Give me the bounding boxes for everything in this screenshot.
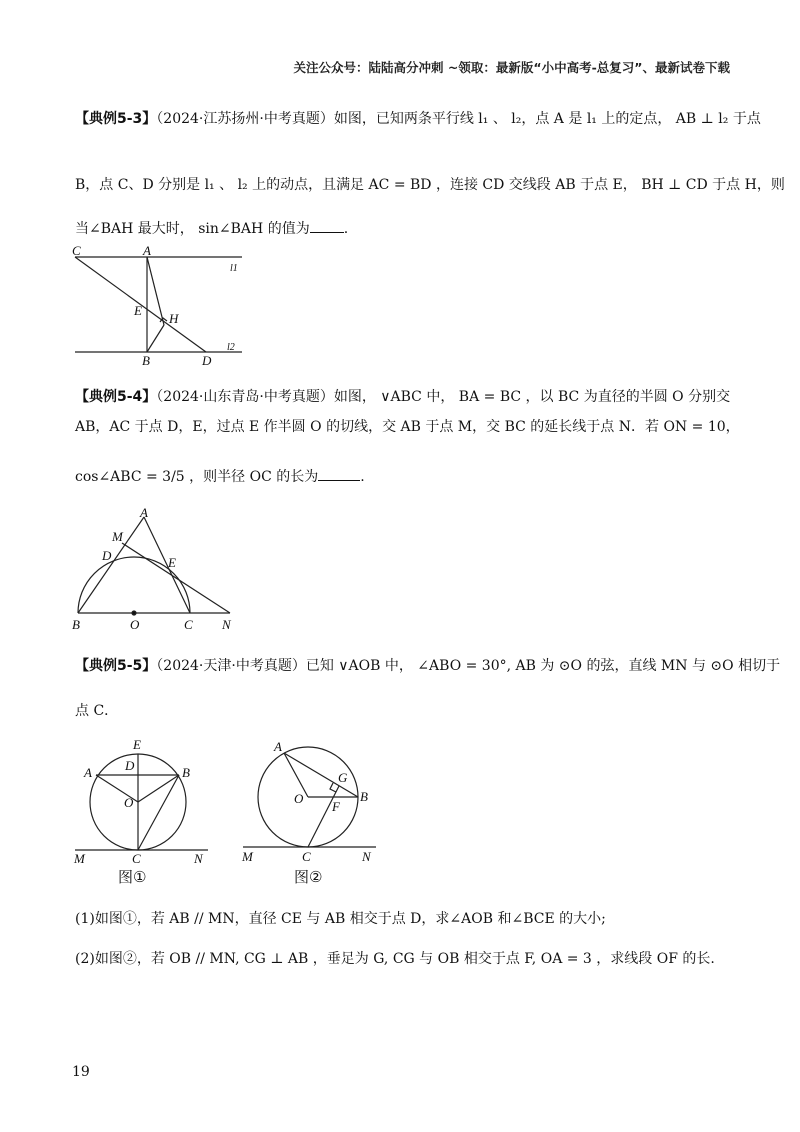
ex53-text3: 当∠BAH 最大时， sin∠BAH 的值为 bbox=[75, 221, 310, 237]
label-l1: l1 bbox=[230, 263, 238, 274]
label-d: D bbox=[125, 758, 135, 773]
answer-blank bbox=[318, 470, 360, 481]
label-g: G bbox=[338, 770, 348, 785]
ex55-tag: 【典例5-5】 bbox=[75, 658, 157, 674]
right-angle-mark bbox=[330, 783, 336, 792]
label-b: B bbox=[72, 617, 80, 632]
ex54-line2: AB，AC 于点 D，E，过点 E 作半圆 O 的切线，交 AB 于点 M，交 BC 的延长线于点 N．若 ON = 10， bbox=[75, 419, 740, 435]
segment-bh bbox=[147, 325, 164, 352]
ex55-line1 bbox=[75, 655, 781, 675]
ex53-line1 bbox=[75, 108, 761, 128]
label-d: D bbox=[202, 353, 212, 368]
figure-caption-1: 图① bbox=[118, 868, 147, 886]
label-a: A bbox=[140, 505, 148, 520]
ex54-line1 bbox=[75, 386, 735, 406]
label-m: M bbox=[74, 851, 85, 866]
label-l2: l2 bbox=[227, 342, 235, 353]
figure-caption-2: 图② bbox=[294, 868, 323, 886]
label-c: C bbox=[184, 617, 193, 632]
center-dot bbox=[132, 611, 136, 615]
label-c: C bbox=[302, 849, 311, 864]
side-ac bbox=[144, 517, 190, 613]
figure-5-5-2 bbox=[238, 735, 383, 865]
page-number: 19 bbox=[72, 1064, 90, 1080]
label-a: A bbox=[84, 765, 92, 780]
ex53-tag: 【典例5-3】 bbox=[75, 111, 157, 127]
label-n: N bbox=[194, 851, 203, 866]
label-c: C bbox=[132, 851, 141, 866]
label-a: A bbox=[274, 739, 282, 754]
label-n: N bbox=[362, 849, 371, 864]
ex54-text3: cos∠ABC = 3/5 ，则半径 OC 的长为 bbox=[75, 469, 319, 485]
answer-blank bbox=[310, 222, 344, 233]
ex54-source: （2024·山东青岛·中考真题） bbox=[156, 389, 334, 405]
ex53-text1: 如图，已知两条平行线 l₁ 、 l₂，点 A 是 l₁ 上的定点， AB ⊥ l₂ 于点 bbox=[333, 111, 761, 127]
label-o: O bbox=[124, 795, 134, 810]
ex53-end: . bbox=[343, 221, 349, 237]
label-o: O bbox=[294, 791, 304, 806]
ex54-text1: 如图， ∨ABC 中， BA = BC ，以 BC 为直径的半圆 O 分别交 bbox=[333, 389, 731, 405]
side-ba bbox=[78, 517, 144, 613]
tangent-mn bbox=[122, 543, 230, 613]
ex53-source: （2024·江苏扬州·中考真题） bbox=[156, 111, 334, 127]
ex54-end: . bbox=[360, 469, 365, 485]
ex54-line3 bbox=[75, 466, 735, 486]
ex54-tag: 【典例5-4】 bbox=[75, 389, 157, 405]
segment-cg bbox=[308, 786, 339, 847]
label-o: O bbox=[130, 617, 140, 632]
label-h: H bbox=[169, 311, 179, 326]
ex55-line2: 点 C． bbox=[75, 703, 119, 719]
label-b: B bbox=[182, 765, 190, 780]
label-n: N bbox=[222, 617, 231, 632]
ex53-line2: B，点 C、D 分别是 l₁ 、 l₂ 上的动点，且满足 AC = BD ，连接 CD 交线段 AB 于点 E， BH ⊥ CD 于点 H，则 bbox=[75, 177, 785, 193]
question-1: (1)如图①，若 AB // MN，直径 CE 与 AB 相交于点 D，求∠AOB 和∠BCE 的大小; bbox=[75, 911, 606, 927]
figure-5-3 bbox=[70, 245, 250, 370]
figure-5-4 bbox=[70, 505, 240, 635]
label-f: F bbox=[332, 799, 340, 814]
label-c: C bbox=[72, 243, 81, 258]
label-b: B bbox=[142, 353, 150, 368]
label-m: M bbox=[242, 849, 253, 864]
question-2: (2)如图②，若 OB // MN, CG ⊥ AB ，垂足为 G, CG 与 OB 相交于点 F, OA = 3 ，求线段 OF 的长. bbox=[75, 951, 715, 967]
label-e: E bbox=[133, 737, 141, 752]
label-e: E bbox=[168, 555, 176, 570]
segment-bc bbox=[138, 775, 179, 850]
figure-5-5-1 bbox=[70, 735, 215, 865]
label-d: D bbox=[102, 548, 112, 563]
label-e: E bbox=[134, 303, 142, 318]
label-b: B bbox=[360, 789, 368, 804]
label-m: M bbox=[112, 529, 123, 544]
segment-ob bbox=[138, 775, 179, 802]
label-a: A bbox=[143, 243, 151, 258]
ex55-source: （2024·天津·中考真题） bbox=[156, 658, 306, 674]
page-header: 关注公众号：陆陆高分冲刺 ~领取：最新版“小中高考-总复习”、最新试卷下载 bbox=[293, 60, 730, 75]
ex53-line3 bbox=[75, 218, 735, 238]
ex55-text1: 已知 ∨AOB 中， ∠ABO = 30°, AB 为 ⊙O 的弦，直线 MN 与 ⊙O 相切于 bbox=[305, 658, 781, 674]
